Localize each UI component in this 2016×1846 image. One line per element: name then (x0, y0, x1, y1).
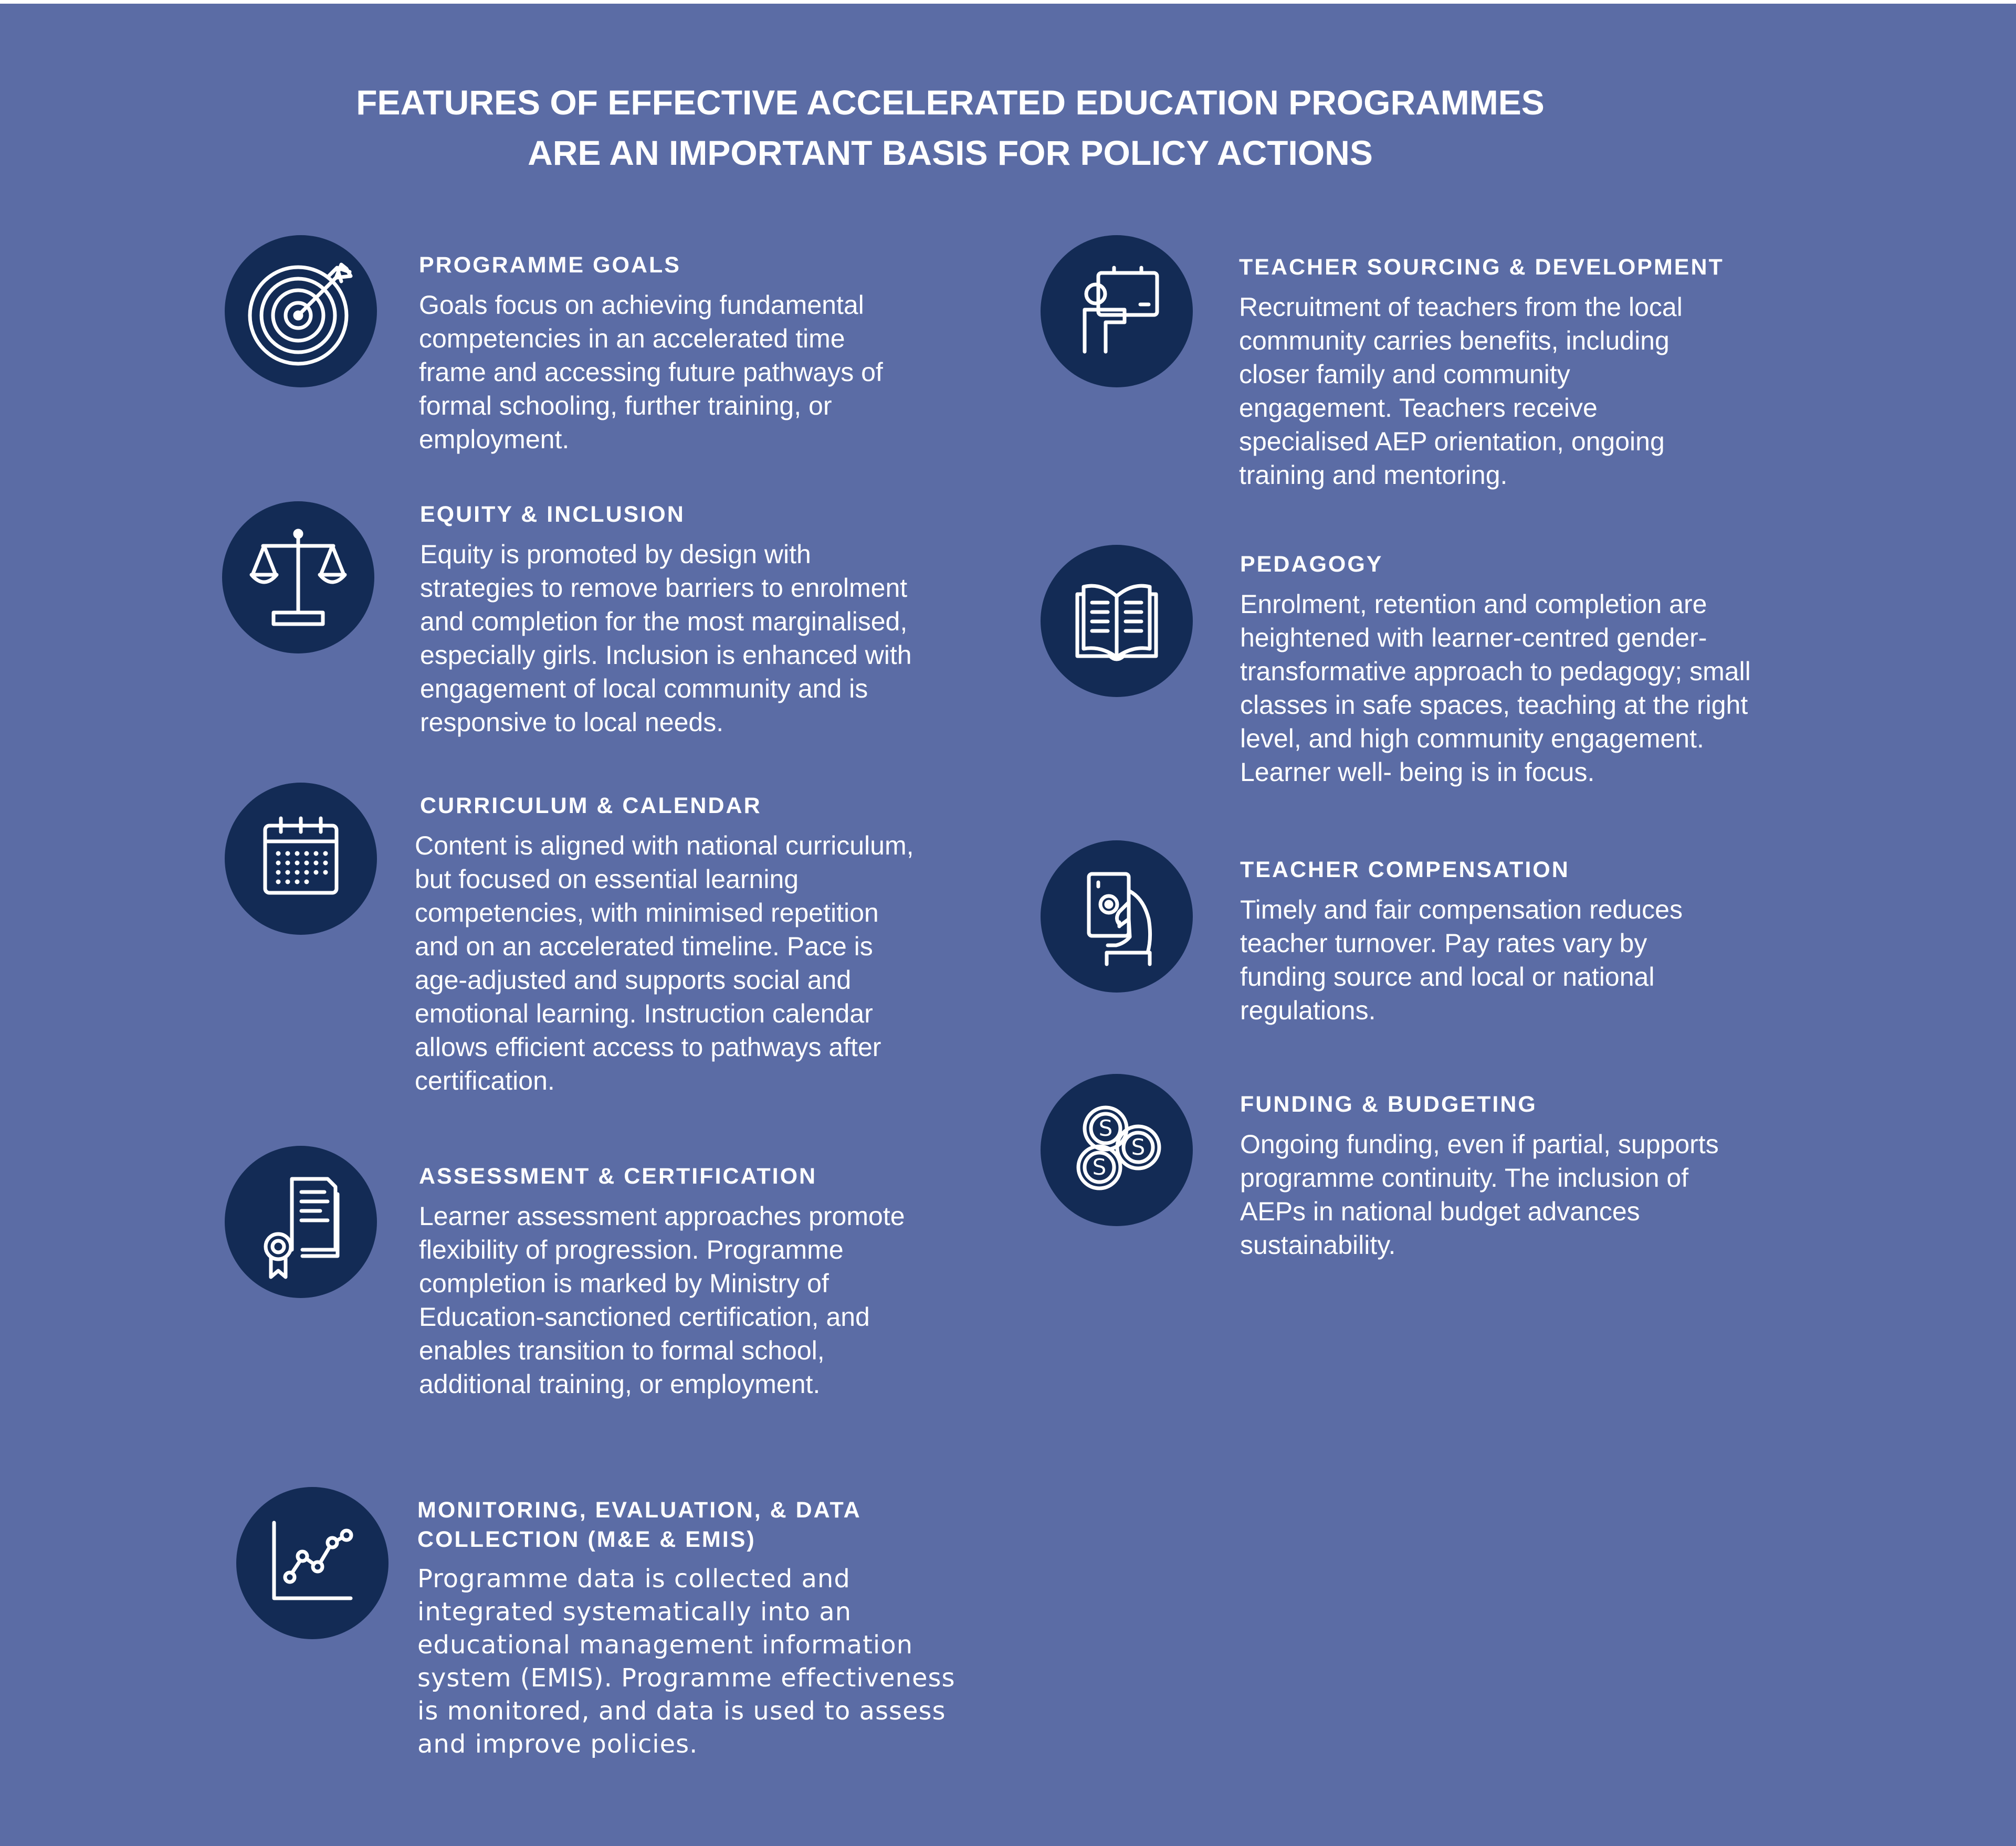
body-line: additional training, or employment. (419, 1369, 821, 1399)
body-line: educational management information (417, 1630, 914, 1660)
feature-body (1239, 290, 1724, 492)
body-line: Ongoing funding, even if partial, supports (1240, 1130, 1719, 1159)
scales-icon (222, 501, 374, 653)
body-line: AEPs in national budget advances (1240, 1197, 1640, 1226)
title-line-1: FEATURES OF EFFECTIVE ACCELERATED EDUCATION PROGRAMMES (356, 83, 1545, 122)
feature-body (420, 537, 912, 739)
body-line: competencies, with minimised repetition (415, 898, 879, 927)
body-line: enables transition to formal school, (419, 1336, 825, 1365)
body-line: strategies to remove barriers to enrolment (420, 573, 908, 603)
feature-heading: TEACHER COMPENSATION (1240, 857, 1570, 882)
heading-line: MONITORING, EVALUATION, & DATA (417, 1497, 862, 1523)
body-line: completion is marked by Ministry of (419, 1269, 829, 1298)
body-line: Content is aligned with national curriculum, (415, 831, 914, 860)
target-icon (225, 235, 377, 387)
body-line: certification. (415, 1066, 555, 1095)
svg-text:S: S (1092, 1154, 1107, 1180)
body-line: frame and accessing future pathways of (419, 357, 883, 387)
calendar-icon (225, 783, 377, 935)
feature-heading: EQUITY & INCLUSION (420, 502, 685, 527)
body-line: system (EMIS). Programme effectiveness (417, 1663, 956, 1693)
body-line: and improve policies. (417, 1729, 698, 1759)
body-line: funding source and local or national (1240, 962, 1655, 991)
body-line: engagement. Teachers receive (1239, 393, 1598, 423)
body-line: Learner well- being is in focus. (1240, 757, 1595, 787)
feature-equity-inclusion (420, 500, 912, 739)
feature-body (1240, 893, 1683, 1027)
body-line: Learner assessment approaches promote (419, 1201, 905, 1231)
page-title (0, 77, 2016, 178)
body-line: allows efficient access to pathways after (415, 1032, 881, 1062)
feature-heading: TEACHER SOURCING & DEVELOPMENT (1239, 255, 1724, 280)
hand-cash-icon (1041, 840, 1193, 993)
feature-teacher-compensation (1240, 855, 1683, 1027)
body-line: emotional learning. Instruction calendar (415, 999, 873, 1028)
feature-heading (417, 1495, 956, 1554)
body-line: responsive to local needs. (420, 708, 724, 737)
body-line: Programme data is collected and (417, 1564, 850, 1594)
body-line: Education-sanctioned certification, and (419, 1302, 870, 1332)
feature-body (419, 1199, 905, 1401)
body-line: community carries benefits, including (1239, 326, 1670, 355)
body-line: Enrolment, retention and completion are (1240, 589, 1707, 619)
body-line: Recruitment of teachers from the local (1239, 292, 1683, 322)
body-line: specialised AEP orientation, ongoing (1239, 427, 1665, 456)
feature-heading: ASSESSMENT & CERTIFICATION (419, 1164, 817, 1189)
feature-monitoring-evaluation (417, 1495, 956, 1761)
feature-pedagogy (1240, 550, 1751, 789)
body-line: especially girls. Inclusion is enhanced with (420, 640, 912, 670)
body-line: engagement of local community and is (420, 674, 868, 703)
body-line: competencies in an accelerated time (419, 324, 845, 353)
feature-heading: FUNDING & BUDGETING (1240, 1092, 1537, 1117)
body-line: age-adjusted and supports social and (415, 965, 852, 995)
feature-heading: PEDAGOGY (1240, 552, 1383, 577)
body-line: Timely and fair compensation reduces (1240, 895, 1683, 924)
body-line: is monitored, and data is used to assess (417, 1696, 946, 1726)
body-line: classes in safe spaces, teaching at the right (1240, 690, 1748, 720)
feature-heading: PROGRAMME GOALS (419, 252, 681, 278)
body-line: Equity is promoted by design with (420, 540, 811, 569)
body-line: sustainability. (1240, 1230, 1396, 1260)
feature-body (1240, 1127, 1719, 1262)
open-book-icon (1041, 545, 1193, 697)
svg-text:S: S (1098, 1115, 1113, 1141)
feature-programme-goals (419, 250, 883, 456)
feature-heading: CURRICULUM & CALENDAR (420, 793, 762, 818)
body-line: employment. (419, 425, 570, 454)
heading-line: COLLECTION (M&E & EMIS) (417, 1527, 756, 1552)
feature-body (419, 288, 883, 456)
body-line: and completion for the most marginalised, (420, 607, 908, 636)
body-line: but focused on essential learning (415, 864, 799, 894)
feature-funding-budgeting (1240, 1090, 1719, 1262)
infographic-panel (0, 4, 2016, 1846)
feature-body (417, 1563, 956, 1761)
line-chart-icon (236, 1487, 388, 1639)
body-line: regulations. (1240, 996, 1376, 1025)
body-line: formal schooling, further training, or (419, 391, 832, 420)
coins-icon (1041, 1074, 1193, 1226)
body-line: heightened with learner-centred gender- (1240, 623, 1707, 652)
svg-text:S: S (1131, 1134, 1146, 1160)
feature-assessment-certification (419, 1162, 905, 1401)
certificate-icon (225, 1146, 377, 1298)
body-line: transformative approach to pedagogy; small (1240, 657, 1751, 686)
body-line: and on an accelerated timeline. Pace is (415, 932, 873, 961)
body-line: Goals focus on achieving fundamental (419, 290, 864, 320)
body-line: flexibility of progression. Programme (419, 1235, 844, 1264)
feature-teacher-sourcing (1239, 252, 1724, 492)
teacher-board-icon (1041, 235, 1193, 387)
body-line: training and mentoring. (1239, 460, 1508, 490)
title-line-2: ARE AN IMPORTANT BASIS FOR POLICY ACTIONS (528, 133, 1373, 172)
body-line: programme continuity. The inclusion of (1240, 1163, 1689, 1193)
body-line: teacher turnover. Pay rates vary by (1240, 929, 1647, 958)
feature-body (415, 829, 914, 1098)
body-line: closer family and community (1239, 360, 1570, 389)
feature-curriculum-calendar (415, 791, 914, 1098)
feature-body (1240, 587, 1751, 789)
body-line: level, and high community engagement. (1240, 724, 1704, 753)
body-line: integrated systematically into an (417, 1597, 852, 1627)
